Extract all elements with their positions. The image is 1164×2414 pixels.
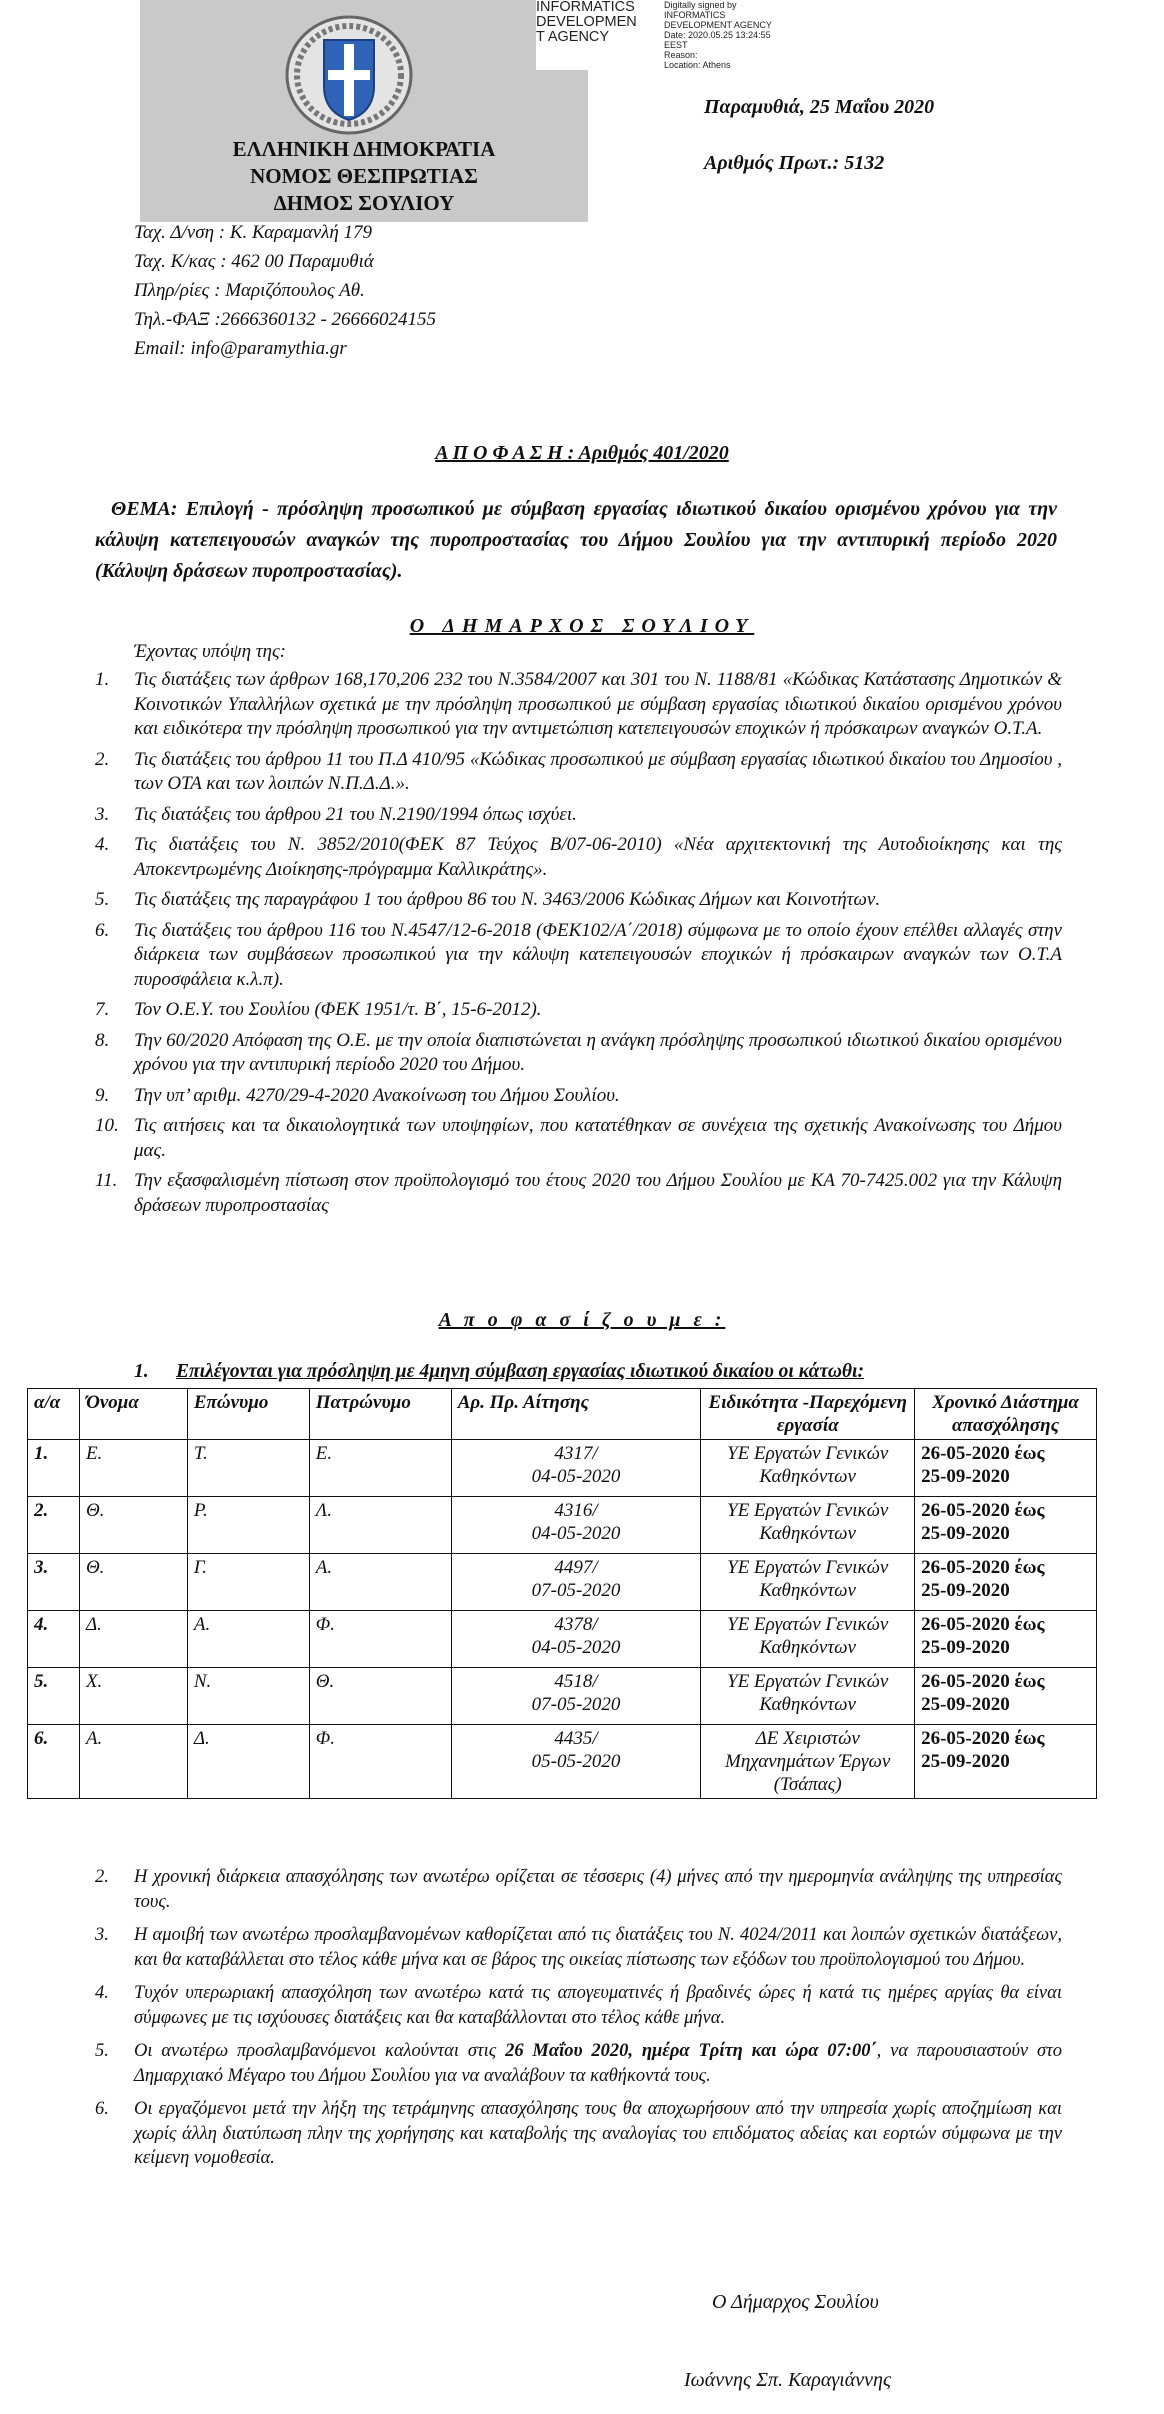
- table-row: [28, 1611, 1097, 1668]
- list-item-number: 2.: [95, 1867, 109, 1887]
- cell-index: 4.: [28, 1611, 80, 1668]
- document-date: Παραμυθιά, 25 Μαΐου 2020: [704, 96, 935, 118]
- cell-father: Θ.: [309, 1668, 451, 1725]
- cell-specialty: ΔΕ Χειριστών Μηχανημάτων Έργων (Τσάπας): [701, 1725, 915, 1799]
- period-to: 25-09-2020: [921, 1523, 1010, 1544]
- cell-application: [451, 1611, 701, 1668]
- list-item: [0, 1169, 1062, 1218]
- col-header-app-no: Αρ. Πρ. Αίτησης: [451, 1389, 701, 1440]
- period-from: 26-05-2020 έως: [921, 1443, 1045, 1464]
- list-item: [0, 1114, 1062, 1163]
- list-item-number: 5.: [95, 2041, 109, 2061]
- col-header-specialty: Ειδικότητα -Παρεχόμενη εργασία: [701, 1389, 915, 1440]
- cell-period: [915, 1725, 1097, 1799]
- stamp-detail: Location: Athens: [664, 60, 731, 70]
- list-item: [0, 833, 1062, 882]
- cell-period: [915, 1668, 1097, 1725]
- decision-title: Α Π Ο Φ Α Σ Η : Αριθμός 401/2020: [435, 442, 729, 464]
- list-item-text: Τις διατάξεις του άρθρου 21 του Ν.2190/1994 όπως ισχύει.: [134, 803, 577, 825]
- list-item: [0, 2097, 1062, 2171]
- contact-label: Ταχ. Κ/κας: [134, 251, 216, 272]
- list-item-number: 1.: [95, 669, 110, 690]
- cell-specialty: ΥΕ Εργατών Γενικών Καθηκόντων: [701, 1611, 915, 1668]
- period-to: 25-09-2020: [921, 1751, 1010, 1772]
- cell-index: 5.: [28, 1668, 80, 1725]
- list-item-text: Την υπ’ αριθμ. 4270/29-4-2020 Ανακοίνωση του Δήμου Σουλίου.: [134, 1084, 620, 1106]
- list-item-number: 3.: [95, 1925, 109, 1945]
- list-item-text: Τις διατάξεις των άρθρων 168,170,206 232 του Ν.3584/2007 και 301 του Ν. 1188/81 «Κώδικας Κατάστασης Δημοτικών & Κοινοτικών Υπαλλήλων σχετικά με την πρόσληψη προσωπικού με σύμβαση εργασίας ιδιωτικού δικαίου ορισμένου χρόνου και ειδικότερα την πρόσληψη προσωπικού για την αντιμετώπιση κατεπειγουσών εποχικών ή πρόσκαιρων αναγκών Ο.Τ.Α.: [134, 669, 1062, 739]
- issuer-header: [140, 136, 588, 217]
- cell-specialty: ΥΕ Εργατών Γενικών Καθηκόντων: [701, 1440, 915, 1497]
- cell-name: Ε.: [79, 1440, 187, 1497]
- decision-subject: ΘΕΜΑ: Επιλογή - πρόσληψη προσωπικού με σύμβαση εργασίας ιδιωτικού δικαίου ορισμένου χρόνου για την κάλυψη κατεπειγουσών αναγκών της πυροπροστασίας του Δήμου Σουλίου για την αντιπυρική περίοδο 2020 (Κάλυψη δράσεων πυροπροστασίας).: [95, 498, 1057, 582]
- stamp-detail: Digitally signed by: [664, 0, 737, 10]
- list-item-text: Οι εργαζόμενοι μετά την λήξη της τετράμηνης απασχόλησης τους θα αποχωρήσουν από την υπηρεσία χωρίς αποζημίωση και χωρίς άλλη διατύπωση πλην της χορήγησης και καταβολής της αναλογίας του επιδόματος αδείας και εορτών σύμφωνα με την κείμενη νομοθεσία.: [134, 2099, 1062, 2168]
- considerations-list: [0, 668, 1062, 1224]
- list-item-number: 4.: [95, 834, 110, 855]
- signatory-role: Ο Δήμαρχος Σουλίου: [712, 2291, 879, 2313]
- cell-specialty: ΥΕ Εργατών Γενικών Καθηκόντων: [701, 1554, 915, 1611]
- app-number: 4378/: [554, 1614, 598, 1635]
- stamp-detail: Reason:: [664, 50, 698, 60]
- list-item-number: 10.: [95, 1115, 119, 1136]
- cell-name: Θ.: [79, 1554, 187, 1611]
- signatory-name: Ιωάννης Σπ. Καραγιάννης: [684, 2369, 892, 2391]
- list-item: [0, 1084, 1062, 1109]
- app-number: 4435/: [554, 1728, 598, 1749]
- list-item: [0, 1923, 1062, 1972]
- table-row: [28, 1554, 1097, 1611]
- list-item: [0, 998, 1062, 1023]
- cell-name: Χ.: [79, 1668, 187, 1725]
- greek-coat-of-arms-icon: [284, 14, 414, 136]
- app-number: 4317/: [554, 1443, 598, 1464]
- cell-index: 2.: [28, 1497, 80, 1554]
- app-number: 4497/: [554, 1557, 598, 1578]
- cell-index: 1.: [28, 1440, 80, 1497]
- considering-intro: Έχοντας υπόψη της:: [134, 641, 287, 662]
- list-item-text: Τυχόν υπερωριακή απασχόληση των ανωτέρω κατά τις απογευματινές ή βραδινές ώρες ή κατά τις ημέρες αργίας θα είναι σύμφωνες με τις ισχύουσες διατάξεις και θα καταβάλλονται στο τέλος κάθε μήνα.: [134, 1983, 1062, 2028]
- cell-application: [451, 1554, 701, 1611]
- period-to: 25-09-2020: [921, 1637, 1010, 1658]
- col-header-father: Πατρώνυμο: [309, 1389, 451, 1440]
- period-from: 26-05-2020 έως: [921, 1500, 1045, 1521]
- list-item: [0, 1029, 1062, 1078]
- table-header-row: [28, 1389, 1097, 1440]
- list-item-text: Την 60/2020 Απόφαση της Ο.Ε. με την οποία διαπιστώνεται η ανάγκη πρόσληψης προσωπικού ιδιωτικού δικαίου ορισμένου χρόνου για την αντιπυρική περίοδο 2020 του Δήμου.: [134, 1029, 1062, 1075]
- cell-application: [451, 1497, 701, 1554]
- list-item-number: 8.: [95, 1029, 110, 1051]
- period-to: 25-09-2020: [921, 1580, 1010, 1601]
- cell-application: [451, 1668, 701, 1725]
- list-item: [0, 2039, 1062, 2088]
- col-header-surname: Επώνυμο: [187, 1389, 309, 1440]
- contact-phone: [134, 305, 436, 334]
- list-item-text: Οι ανωτέρω προσλαμβανόμενοι καλούνται στις: [134, 2041, 506, 2061]
- stamp-detail: INFORMATICS: [664, 10, 726, 20]
- list-item: [0, 919, 1062, 993]
- contact-value: : Μαριζόπουλος Αθ.: [209, 280, 365, 301]
- table-row: [28, 1668, 1097, 1725]
- contact-label: Ταχ. Δ/νση: [134, 222, 214, 243]
- period-from: 26-05-2020 έως: [921, 1614, 1045, 1635]
- period-from: 26-05-2020 έως: [921, 1671, 1045, 1692]
- app-date: 04-05-2020: [531, 1637, 621, 1658]
- report-date-time: 26 Μαΐου 2020, ημέρα Τρίτη και ώρα 07:00΄: [505, 2041, 877, 2061]
- list-item-number: 6.: [95, 2099, 109, 2119]
- stamp-detail: Date: 2020.05.25 13:24:55: [664, 30, 771, 40]
- list-item-number: 6.: [95, 919, 110, 941]
- list-item-number: 7.: [95, 999, 110, 1020]
- contact-label: Πληρ/ρίες: [134, 280, 210, 301]
- cell-surname: Α.: [187, 1611, 309, 1668]
- stamp-line: DEVELOPMEN: [536, 14, 637, 30]
- list-item-text: Η χρονική διάρκεια απασχόλησης των ανωτέρω ορίζεται σε τέσσερις (4) μήνες από την ημερομηνία ανάληψης της υπηρεσίας τους.: [134, 1867, 1062, 1912]
- cell-application: [451, 1725, 701, 1799]
- list-item-number: 2.: [95, 748, 110, 770]
- table-row: [28, 1725, 1097, 1799]
- header-line-municipality: ΔΗΜΟΣ ΣΟΥΛΙΟΥ: [273, 191, 455, 215]
- cell-period: [915, 1440, 1097, 1497]
- list-item-number: 3.: [95, 803, 110, 825]
- selection-heading: Επιλέγονται για πρόσληψη με 4μηνη σύμβαση εργασίας ιδιωτικού δικαίου οι κάτωθι:: [176, 1361, 864, 1382]
- cell-surname: Ν.: [187, 1668, 309, 1725]
- cell-period: [915, 1497, 1097, 1554]
- app-number: 4518/: [554, 1671, 598, 1692]
- app-date: 04-05-2020: [531, 1466, 621, 1487]
- cell-specialty: ΥΕ Εργατών Γενικών Καθηκόντων: [701, 1497, 915, 1554]
- list-item-text: Τις διατάξεις της παραγράφου 1 του άρθρου 86 του Ν. 3463/2006 Κώδικας Δήμων και Κοινοτήτων.: [134, 889, 881, 910]
- header-line-prefecture: ΝΟΜΟΣ ΘΕΣΠΡΩΤΙΑΣ: [250, 164, 478, 188]
- cell-father: Λ.: [309, 1497, 451, 1554]
- protocol-number: Αριθμός Πρωτ.: 5132: [704, 152, 885, 174]
- col-header-index: α/α: [28, 1389, 80, 1440]
- stamp-line: INFORMATICS: [536, 0, 635, 15]
- contact-value: : Κ. Καραμανλή 179: [218, 222, 373, 243]
- cell-surname: Γ.: [187, 1554, 309, 1611]
- cell-name: Δ.: [79, 1611, 187, 1668]
- table-row: [28, 1497, 1097, 1554]
- cell-name: Θ.: [79, 1497, 187, 1554]
- hires-table: [27, 1388, 1097, 1799]
- list-item-number: 11.: [95, 1170, 118, 1191]
- table-row: [28, 1440, 1097, 1497]
- signature-stamp-name: [536, 0, 644, 45]
- list-item-text: , να παρουσιαστούν στο Δημαρχιακό Μέγαρο του Δήμου Σουλίου για να αναλάβουν τα καθήκοντά τους.: [134, 2041, 1062, 2086]
- contact-block: [134, 218, 436, 363]
- list-item-text: Η αμοιβή των ανωτέρω προσλαμβανομένων καθορίζεται από τις διατάξεις του Ν. 4024/2011 και λοιπών σχετικών διατάξεων, και θα καταβάλλεται στο τέλος κάθε μήνα και σε βάρος της οικείας πίστωσης των εξόδων του προϋπολογισμού του Δήμου.: [134, 1925, 1062, 1970]
- contact-label: Τηλ.-ΦΑΞ: [134, 309, 210, 330]
- contact-address: [134, 218, 436, 247]
- app-date: 04-05-2020: [531, 1523, 621, 1544]
- list-item-text: Την εξασφαλισμένη πίστωση στον προϋπολογισμό του έτους 2020 του Δήμου Σουλίου με ΚΑ 70-7425.002 για την Κάλυψη δράσεων πυροπροστασίας: [134, 1170, 1062, 1216]
- cell-index: 6.: [28, 1725, 80, 1799]
- selection-number: 1.: [134, 1361, 149, 1382]
- contact-person: [134, 276, 436, 305]
- period-to: 25-09-2020: [921, 1694, 1010, 1715]
- stamp-detail: EEST: [664, 40, 688, 50]
- cell-surname: Ρ.: [187, 1497, 309, 1554]
- cell-surname: Τ.: [187, 1440, 309, 1497]
- list-item-text: Τις διατάξεις του άρθρου 116 του Ν.4547/12-6-2018 (ΦΕΚ102/Α΄/2018) σύμφωνα με το οποίο έχουν επέλθει αλλαγές στην διάρκεια των συμβάσεων προσωπικού για την κάλυψη κατεπειγουσών εποχικών ή πρόσκαιρων αναγκών των Ο.Τ.Α πυροσφάλεια κ.λ.π).: [134, 919, 1062, 990]
- contact-email: [134, 334, 436, 363]
- stamp-line: T AGENCY: [536, 29, 610, 45]
- list-item: [0, 668, 1062, 742]
- stamp-detail: DEVELOPMENT AGENCY: [664, 20, 772, 30]
- col-header-name: Όνομα: [79, 1389, 187, 1440]
- list-item-number: 5.: [95, 889, 110, 910]
- signature-stamp-details: [664, 0, 804, 70]
- contact-value: :2666360132 - 26666024155: [209, 309, 437, 330]
- list-item: [0, 803, 1062, 828]
- contact-postcode: [134, 247, 436, 276]
- cell-specialty: ΥΕ Εργατών Γενικών Καθηκόντων: [701, 1668, 915, 1725]
- mayor-heading: Ο ΔΗΜΑΡΧΟΣ ΣΟΥΛΙΟΥ: [409, 615, 755, 637]
- header-line-country: ΕΛΛΗΝΙΚΗ ΔΗΜΟΚΡΑΤΙΑ: [232, 137, 496, 161]
- list-item-text: Τον Ο.Ε.Υ. του Σουλίου (ΦΕΚ 1951/τ. Β΄, 15-6-2012).: [134, 999, 542, 1020]
- decide-heading: Α π ο φ α σ ί ζ ο υ μ ε :: [438, 1309, 726, 1331]
- app-date: 05-05-2020: [531, 1751, 621, 1772]
- cell-father: Α.: [309, 1554, 451, 1611]
- contact-value: : 462 00 Παραμυθιά: [220, 251, 374, 272]
- list-item: [0, 1865, 1062, 1914]
- cell-father: Ε.: [309, 1440, 451, 1497]
- app-number: 4316/: [554, 1500, 598, 1521]
- list-item-number: 4.: [95, 1983, 109, 2003]
- app-date: 07-05-2020: [531, 1694, 621, 1715]
- period-from: 26-05-2020 έως: [921, 1728, 1045, 1749]
- list-item-text: Τις διατάξεις του Ν. 3852/2010(ΦΕΚ 87 Τεύχος Β/07-06-2010) «Νέα αρχιτεκτονική της Αυτοδιοίκησης και της Αποκεντρωμένης Διοίκησης-πρόγραμμα Καλλικράτης».: [134, 834, 1062, 880]
- list-item: [0, 1981, 1062, 2030]
- cell-surname: Δ.: [187, 1725, 309, 1799]
- list-item-text: Τις διατάξεις του άρθρου 11 του Π.Δ 410/95 «Κώδικας προσωπικού με σύμβαση εργασίας ιδιωτικού δικαίου του Δημοσίου , των ΟΤΑ και των λοιπών Ν.Π.Δ.Δ.».: [134, 748, 1062, 794]
- app-date: 07-05-2020: [531, 1580, 621, 1601]
- period-from: 26-05-2020 έως: [921, 1557, 1045, 1578]
- cell-application: [451, 1440, 701, 1497]
- list-item: [0, 748, 1062, 797]
- col-header-period: Χρονικό Διάστημα απασχόλησης: [915, 1389, 1097, 1440]
- terms-list: [0, 1865, 1062, 2180]
- contact-label: Email: [134, 338, 180, 359]
- cell-period: [915, 1611, 1097, 1668]
- cell-name: Α.: [79, 1725, 187, 1799]
- list-item-number: 9.: [95, 1084, 110, 1106]
- cell-index: 3.: [28, 1554, 80, 1611]
- cell-father: Φ.: [309, 1725, 451, 1799]
- list-item: [0, 888, 1062, 913]
- list-item-text: Τις αιτήσεις και τα δικαιολογητικά των υποψηφίων, που κατατέθηκαν σε συνέχεια της σχετικής Ανακοίνωσης του Δήμου μας.: [134, 1115, 1062, 1161]
- period-to: 25-09-2020: [921, 1466, 1010, 1487]
- contact-value[interactable]: : info@paramythia.gr: [179, 338, 347, 359]
- cell-period: [915, 1554, 1097, 1611]
- cell-father: Φ.: [309, 1611, 451, 1668]
